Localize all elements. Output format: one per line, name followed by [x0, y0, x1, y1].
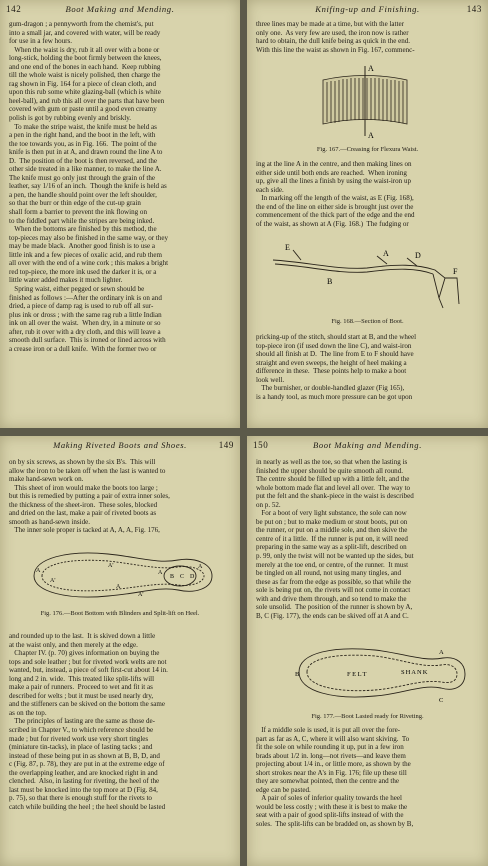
fig177-label: A: [439, 649, 444, 656]
page-header: [253, 440, 482, 453]
fig168-label: E: [285, 243, 290, 252]
running-head: Making Riveted Boots and Shoes.: [53, 440, 187, 450]
fig167-label: A: [368, 131, 374, 140]
page-142: [0, 0, 240, 428]
fig167-label: A: [368, 64, 374, 73]
fig168-label: A: [383, 249, 389, 258]
running-head: Knifing-up and Finishing.: [315, 4, 420, 14]
fig-167-waist-creasing: [309, 62, 419, 140]
fig176-label: A: [158, 570, 163, 576]
figure-caption: Fig. 176.—Boot Bottom with Blinders and Split-lift on Heel.: [40, 610, 200, 617]
figure-caption: Fig. 177.—Boot Lasted ready for Riveting.: [311, 713, 424, 720]
fig176-label: A: [36, 568, 41, 574]
fig-168-section-of-boot: [267, 234, 477, 314]
fig176-label: A': [108, 563, 114, 569]
fig168-label: B: [327, 277, 333, 286]
fig177-label: FELT: [347, 671, 368, 678]
fig-176-boot-bottom: [28, 544, 216, 606]
fig176-label: A': [138, 592, 144, 598]
page-number: 142: [6, 4, 22, 14]
body-text-bottom: and rounded up to the last. It is skived down a little at the waist only, and then merely at the edge. Chapter IV. (p. 70) gives information on buying the tops and sole leather ; but for riveted work welts are not wanted, but, instead, a piece of soft first-cut about 14 in. long and 2 in. wide. This treated like split-lifts will make a pair of runners. Proceed to wet and fit it as described for welts ; but it must be used nearly dry, and the stiffeners can be skived on the bottom the same as on the top. The principles of lasting are the same as those de- scribed in Chapter V., to which reference should be made ; but for riveted work use very short tingles (miniature tin-tacks), in place of lasting tacks ; and instead of these being put in as shown at B, B, D, and c (Fig. 87, p. 78), they are put in at the extreme edge of the overlapping leather, and are knocked right in and clenched. Also, in lasting for riveting, the heel of the last must be knocked into the top more at D (Fig. 84, p. 75), so that there is enough stuff for the rivets to catch while building the heel ; the heel should be lasted: [9, 632, 168, 811]
page-header: [6, 4, 234, 17]
fig168-label: D: [415, 251, 421, 260]
fig176-label: A: [116, 584, 121, 590]
fig177-label: C: [439, 697, 444, 704]
running-head: Boot Making and Mending.: [313, 440, 422, 450]
page-number: 149: [218, 440, 234, 450]
body-text-bottom: pricking-up of the stitch, should start at B, and the wheel top-piece iron (if used down the line C), and waist-iron should all finish at D. The line from E to F should have straight and even sweeps, the height of heel making a difference in these. These points help to make a boot look well. The burnisher, or double-handled glazer (Fig 165), is a handy tool, as much more pressure can be got upon: [256, 333, 417, 401]
page-number: 143: [466, 4, 482, 14]
page-150: [247, 436, 488, 866]
body-text-top: on by six screws, as shown by the six B's. This will allow the iron to be taken off when the last is wanted to make hand-sewn work on. This sheet of iron would make the boots too large ; but this is remedied by putting a pair of extra inner soles, the thickness of the sheet-iron. These soles, blocked and dried on the last, make a pair of riveted boots as smooth as hand-sewn inside. The inner sole proper is tacked at A, A, A, Fig. 176,: [9, 458, 170, 535]
body-text-top: three lines may be made at a time, but with the latter only one. As very few are used, the iron now is rather hard to obtain, the dull knife being as quick in the end. With this line the waist as shown in Fig. 167, commenc-: [256, 20, 415, 54]
fig176-label: C: [180, 574, 185, 580]
body-text: gum-dragon ; a pennyworth from the chemist's, put into a small jar, and covered with water, will be ready for use in a few hours. When the waist is dry, rub it all over with a bone or long-stick, holding the boot firmly between the knees, and one end of the bones in each hand. Keep rubbing till the whole waist is nicely polished, then charge the rag shown in Fig. 164 for a piece of clean cloth, and upon this rub some white glazing-ball (which is white heel-ball), and rub this all over the parts that have been covered with gum or paste until a good even creamy polish is got by rubbing evenly and briskly. To make the stripe waist, the knife must be held as a pen in the right hand, and the boot in the left, with the toe towards you, as in Fig. 166. The point of the knife is then put in at A, and drawn round the line A to D. The position of the boot is then reversed, and the other side treated in a like manner, to make the line A. The knife must go only just through the grain of the leather, say 1/16 of an inch. Though the knife is held as a pen, the handle should point over the left shoulder, so that the burr or thin edge of the cut-up grain shall form a barrier to prevent the ink flowing on to the fiddled part while the stripes are being inked. When the bottoms are finished by this method, the top-pieces may also be finished in the same way, or they may be made black. Another good finish is to use a little ink and a few pieces of oxalic acid, and rub them all over with the end of a wine cork ; this makes a bright red top-piece, the more ink used the darker it is, or a little water added makes it much lighter. Spring waist, either pegged or sewn should be finished as follows :—After the ordinary ink is on and dried, a piece of damp rag is used to rub off all sur- plus ink or dross ; with the same rag rub a little Indian ink on all over the waist. When dry, in a minute or so after, rub it over with a dry cloth, and this will leave a smooth dull surface. This is ironed or lined across with a crease iron or a dull knife. With the former two or: [9, 20, 169, 353]
figure-caption: Fig. 168.—Section of Boot.: [331, 318, 404, 325]
page-149: [0, 436, 240, 866]
fig176-label: B: [170, 574, 175, 580]
page-header: [253, 4, 482, 17]
body-text-bottom: If a middle sole is used, it is put all over the fore- part as far as A, C, where it will also want skiving. To fit the sole on while rounding it up, put in a few iron brads about 1/2 in. long—not rivets—and leave them projecting about 1/4 in., or little more, as shown by the short strokes near the A's in Fig. 176; file up these till they are somewhat pointed, then the centre and the edge can be pasted. A pair of soles of inferior quality towards the heel would be less costly ; with these it is best to make the seat with a pair of good split-lifts instead of with the soles. The split-lifts can be bradded on, as shown by B,: [256, 726, 414, 829]
fig-177-boot-lasted: [291, 638, 469, 710]
fig177-label: SHANK: [401, 669, 429, 676]
fig176-label: D: [190, 574, 195, 580]
fig176-label: A': [50, 578, 56, 584]
body-text-top: in nearly as well as the toe, so that when the lasting is finished the upper should be quite smooth all round. The centre should be filled up with a little felt, and the whole bottom made flat and level all over. The way to put the felt and the shank-piece in the waist is described on p. 52. For a boot of very light substance, the sole can now be put on ; but to make medium or stout boots, put on the runner, or put on a middle sole, and then skive the centre of it a little. If the runner is put on, it will need preparing in the same way as a split-lift, described on p. 99, only the twist will not be wanted up the sides, but merely at the toe end, or centre, of the runner. It must be tingled on all round, not using many tingles, and these as far from the edge as possible, so that while the sole is being put on, the rivets will not come in contact with and drive them through, and so tend to make the sole unsolid. The position of the runner is shown by A, B, C (Fig. 177), the ends can be skived off at A and C.: [256, 458, 414, 620]
body-text-middle: ing at the line A in the centre, and then making lines on either side until both ends are reached. When ironing up, give all the lines a finish by using the waist-iron up each side. In marking off the length of the waist, as E (Fig. 168), the end of the line on either side is brought just over the commencement of the thick part of the edge and the end of the waist, as shown at A (Fig. 168.) The fudging or: [256, 160, 415, 228]
running-head: Boot Making and Mending.: [65, 4, 175, 14]
page-header: [6, 440, 234, 453]
page-143: [247, 0, 488, 428]
page-number: 150: [253, 440, 269, 450]
fig168-label: F: [453, 267, 458, 276]
figure-caption: Fig. 167.—Creasing for Flexura Waist.: [316, 146, 419, 153]
fig176-label: A: [198, 564, 203, 570]
fig177-label: B: [295, 671, 300, 678]
